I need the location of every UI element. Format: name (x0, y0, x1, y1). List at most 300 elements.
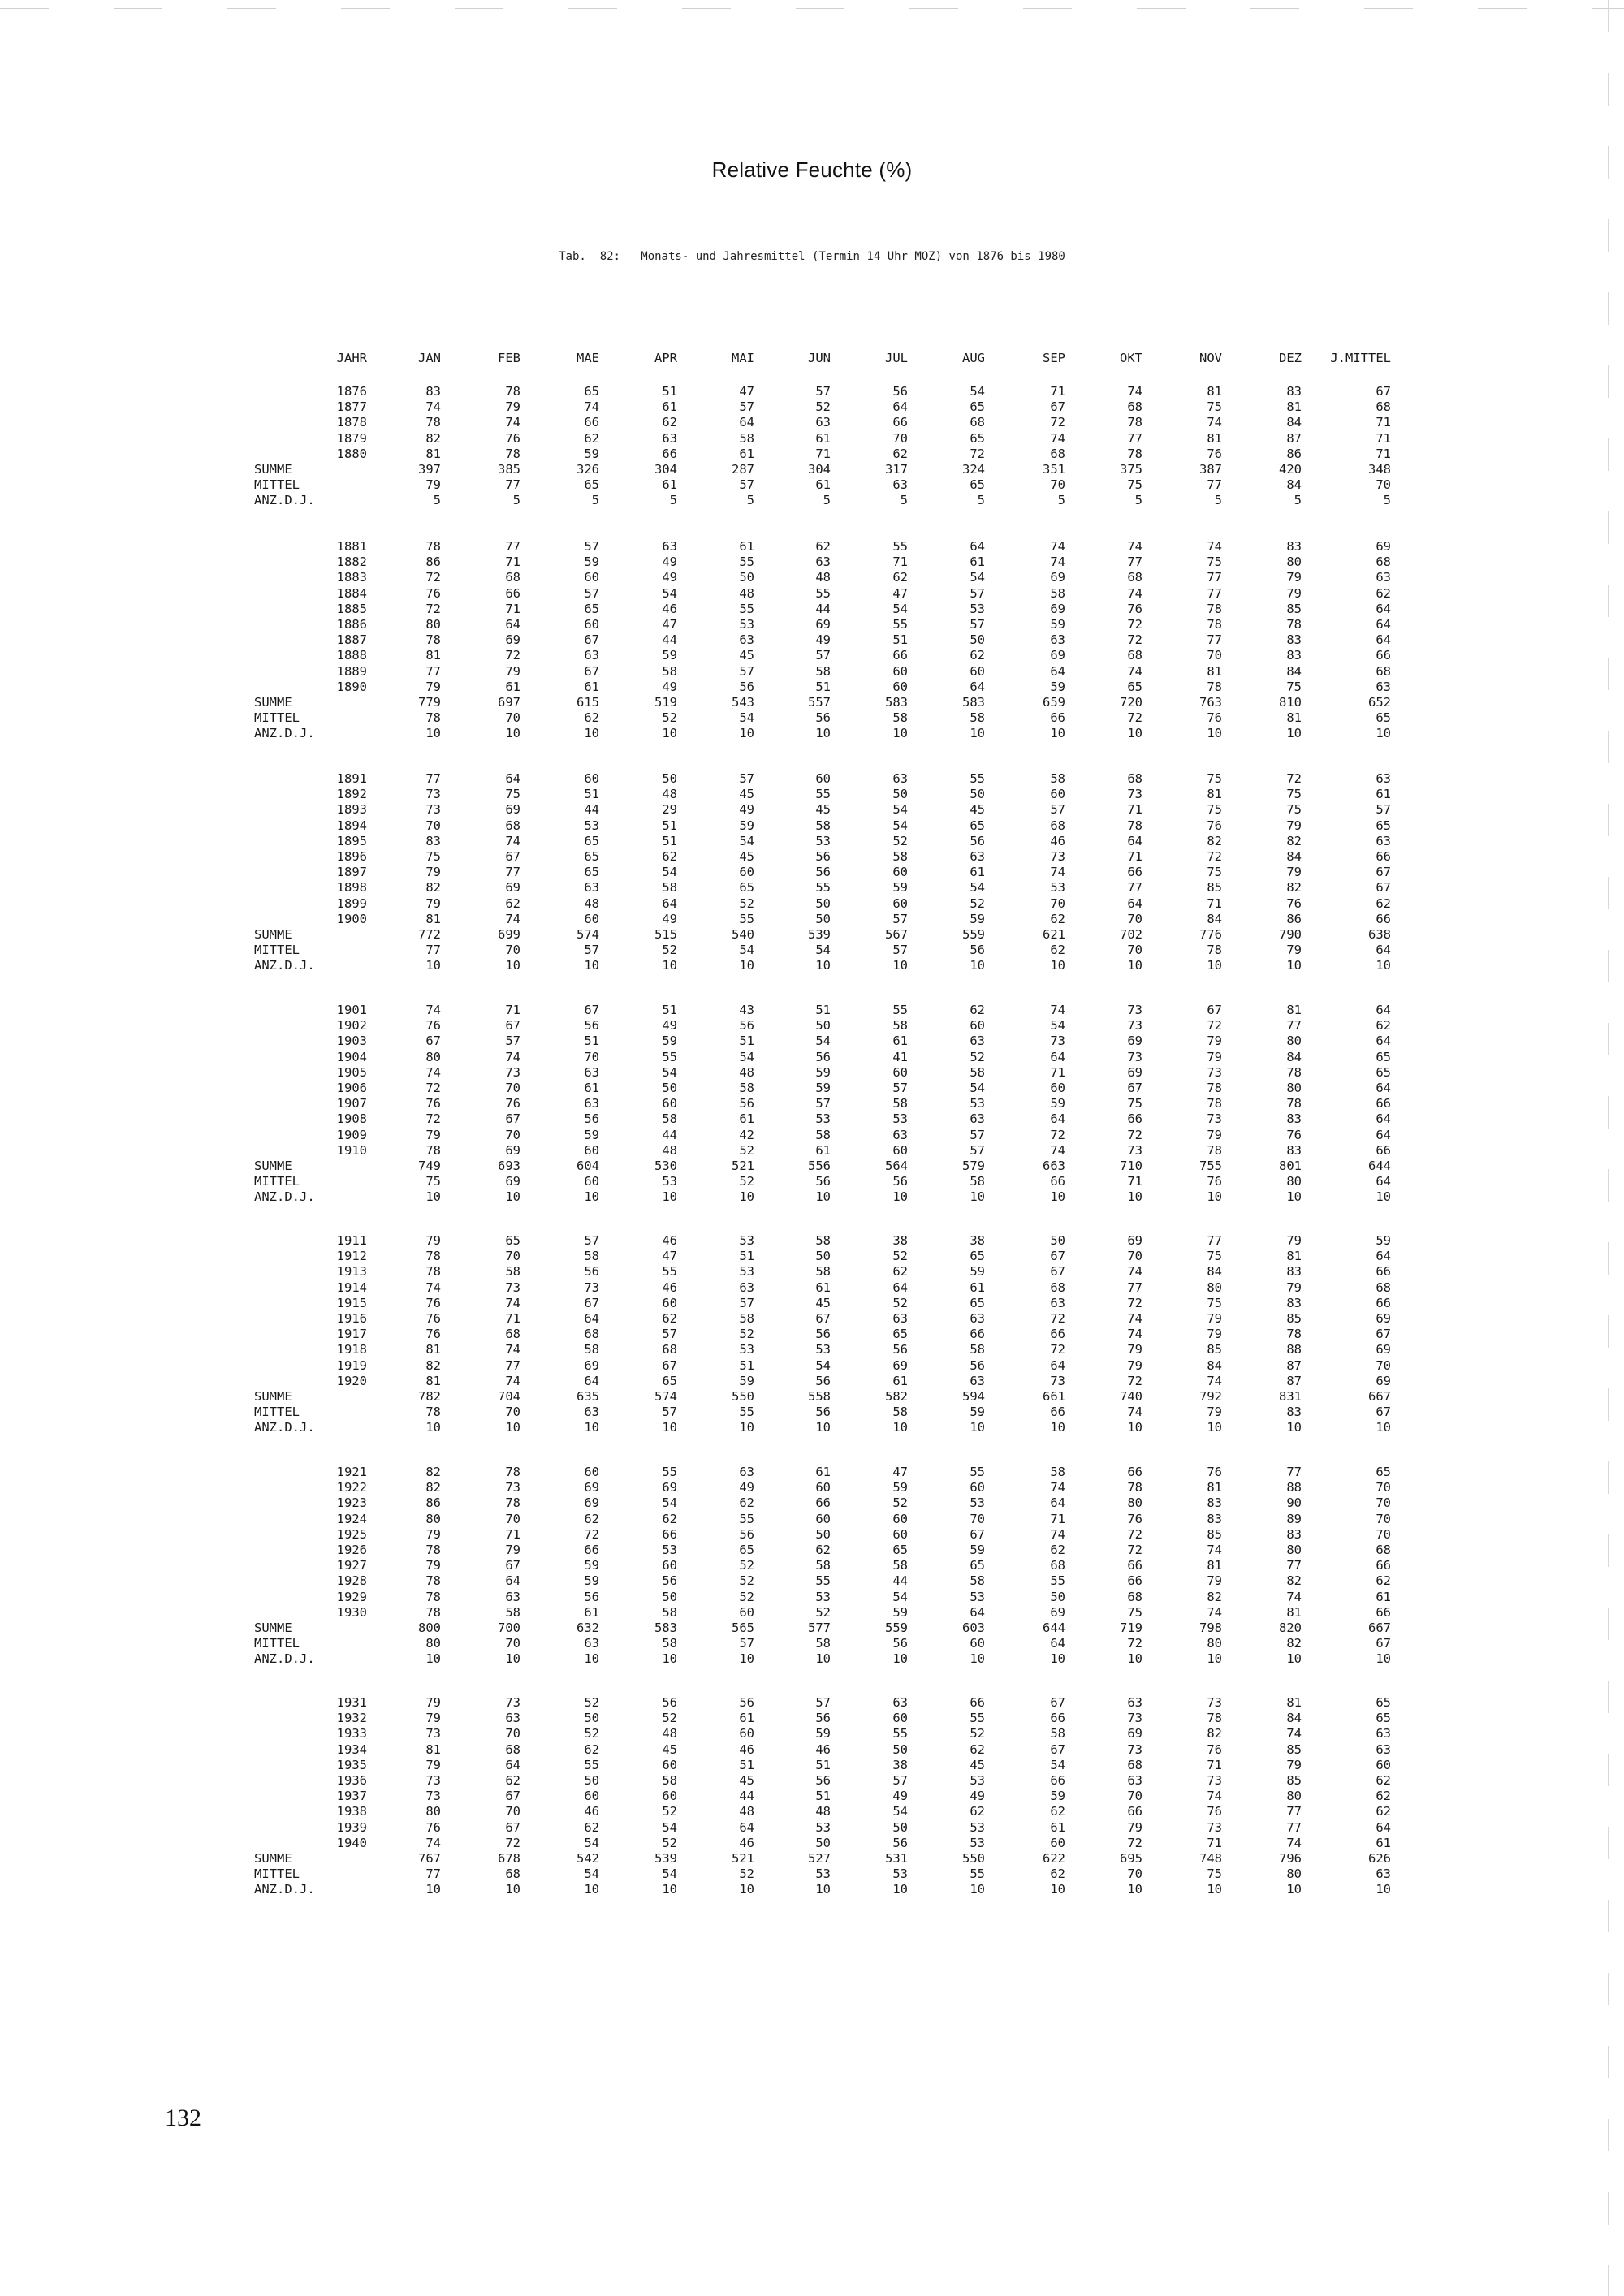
summe-row-label: SUMME (254, 695, 292, 710)
value-cell: 60 (970, 663, 985, 679)
summe-row-value: 420 (1279, 462, 1302, 477)
value-cell: 83 (1286, 1264, 1302, 1280)
value-cell: 79 (505, 1543, 520, 1557)
anz-row-value: 10 (739, 1189, 754, 1205)
value-cell: 60 (584, 1789, 599, 1804)
value-cell: 54 (892, 818, 908, 833)
value-cell: 63 (584, 880, 599, 896)
value-cell: 50 (815, 1249, 831, 1264)
value-cell: 75 (1207, 802, 1222, 818)
value-cell: 50 (662, 1081, 677, 1095)
summe-row-value: 798 (1199, 1621, 1222, 1635)
summe-row-value: 557 (808, 695, 831, 710)
value-cell: 54 (815, 1034, 831, 1049)
mittel-row-value: 68 (505, 1867, 520, 1882)
summe-row-value: 348 (1368, 462, 1391, 477)
value-cell: 59 (739, 1373, 754, 1388)
value-cell: 55 (815, 880, 831, 896)
summe-row-value: 565 (732, 1621, 754, 1635)
value-cell: 74 (1050, 539, 1065, 554)
summe-row-value: 767 (418, 1851, 441, 1866)
value-cell: 78 (425, 1264, 441, 1280)
value-cell: 60 (662, 1789, 677, 1804)
value-cell: 61 (584, 679, 599, 694)
summe-row-value: 397 (418, 462, 441, 477)
summe-row-value: 539 (808, 927, 831, 942)
year-cell: 1911 (336, 1233, 367, 1248)
value-cell: 69 (1127, 1233, 1142, 1248)
value-cell: 49 (892, 1789, 908, 1804)
value-cell: 51 (739, 1249, 754, 1264)
value-cell: 81 (425, 1741, 441, 1757)
value-cell: 48 (662, 1142, 677, 1158)
mittel-row-value: 70 (1127, 1867, 1142, 1882)
value-cell: 50 (892, 1819, 908, 1835)
value-cell: 65 (1376, 1064, 1391, 1080)
summe-row-value: 542 (577, 1851, 599, 1866)
value-cell: 60 (815, 1511, 831, 1526)
mittel-row-value: 52 (739, 1174, 754, 1189)
value-cell: 38 (970, 1233, 985, 1248)
value-cell: 73 (505, 1480, 520, 1495)
value-cell: 72 (1127, 1127, 1142, 1142)
anz-row-value: 10 (1376, 726, 1391, 741)
summe-row-value: 324 (962, 462, 985, 477)
value-cell: 63 (970, 1111, 985, 1127)
value-cell: 61 (815, 1280, 831, 1295)
value-cell: 59 (892, 1604, 908, 1620)
value-cell: 78 (505, 446, 520, 461)
mittel-row-value: 54 (662, 1867, 677, 1882)
value-cell: 59 (970, 1543, 985, 1557)
value-cell: 78 (425, 1604, 441, 1620)
value-cell: 47 (892, 1465, 908, 1479)
value-cell: 76 (425, 1819, 441, 1835)
value-cell: 58 (815, 1127, 831, 1142)
value-cell: 63 (1050, 632, 1065, 648)
value-cell: 46 (739, 1741, 754, 1757)
value-cell: 69 (505, 632, 520, 648)
summe-row-value: 621 (1043, 927, 1065, 942)
value-cell: 58 (584, 1249, 599, 1264)
summe-row-label: SUMME (254, 1851, 292, 1866)
value-cell: 54 (662, 865, 677, 880)
mittel-row-value: 75 (425, 1174, 441, 1189)
value-cell: 75 (425, 849, 441, 864)
value-cell: 77 (505, 1357, 520, 1373)
value-cell: 56 (815, 1049, 831, 1064)
year-cell: 1905 (336, 1064, 367, 1080)
mittel-row-value: 59 (970, 1405, 985, 1420)
value-cell: 74 (1207, 1604, 1222, 1620)
value-cell: 65 (584, 865, 599, 880)
value-cell: 77 (1207, 632, 1222, 648)
value-cell: 51 (662, 1003, 677, 1017)
value-cell: 74 (1127, 384, 1142, 399)
value-cell: 79 (425, 865, 441, 880)
anz-row-value: 10 (815, 1882, 831, 1897)
year-cell: 1892 (336, 787, 367, 802)
anz-row-value: 5 (977, 493, 985, 508)
value-cell: 82 (1207, 833, 1222, 848)
value-cell: 73 (425, 1789, 441, 1804)
value-cell: 81 (1286, 399, 1302, 415)
value-cell: 59 (1376, 1233, 1391, 1248)
value-cell: 79 (505, 399, 520, 415)
value-cell: 84 (1286, 1711, 1302, 1726)
value-cell: 79 (1127, 1819, 1142, 1835)
value-cell: 55 (815, 787, 831, 802)
value-cell: 63 (815, 415, 831, 430)
value-cell: 73 (1127, 787, 1142, 802)
anz-row-value: 10 (892, 1189, 908, 1205)
mittel-row-value: 60 (584, 1174, 599, 1189)
value-cell: 62 (815, 539, 831, 554)
value-cell: 62 (584, 1741, 599, 1757)
value-cell: 73 (1127, 1741, 1142, 1757)
value-cell: 64 (970, 679, 985, 694)
mittel-row-value: 58 (892, 1405, 908, 1420)
mittel-row-value: 58 (970, 710, 985, 726)
anz-row-value: 10 (1207, 1651, 1222, 1667)
anz-row-value: 5 (746, 493, 754, 508)
year-cell: 1921 (336, 1465, 367, 1479)
mittel-row-value: 63 (584, 1405, 599, 1420)
value-cell: 82 (425, 880, 441, 896)
value-cell: 66 (1376, 849, 1391, 864)
value-cell: 73 (1207, 1064, 1222, 1080)
value-cell: 57 (739, 771, 754, 786)
value-cell: 59 (739, 818, 754, 833)
mittel-row-value: 53 (815, 1867, 831, 1882)
value-cell: 48 (739, 1804, 754, 1819)
value-cell: 56 (970, 833, 985, 848)
value-cell: 69 (1376, 539, 1391, 554)
value-cell: 76 (1286, 896, 1302, 911)
value-cell: 59 (584, 555, 599, 570)
value-cell: 60 (1376, 1757, 1391, 1772)
mittel-row-label: MITTEL (254, 1867, 300, 1882)
value-cell: 63 (1376, 679, 1391, 694)
value-cell: 82 (425, 1465, 441, 1479)
mittel-row-value: 70 (505, 1636, 520, 1651)
value-cell: 51 (815, 1003, 831, 1017)
value-cell: 78 (1286, 617, 1302, 632)
value-cell: 60 (584, 771, 599, 786)
summe-row-value: 574 (577, 927, 599, 942)
value-cell: 73 (584, 1280, 599, 1295)
value-cell: 83 (1286, 1526, 1302, 1542)
value-cell: 59 (1050, 617, 1065, 632)
value-cell: 71 (1207, 1757, 1222, 1772)
anz-row-value: 5 (433, 493, 441, 508)
value-cell: 84 (1286, 663, 1302, 679)
anz-row-value: 10 (584, 958, 599, 973)
value-cell: 58 (662, 1773, 677, 1788)
year-cell: 1882 (336, 555, 367, 570)
value-cell: 81 (425, 648, 441, 663)
value-cell: 59 (584, 1558, 599, 1573)
value-cell: 71 (1127, 802, 1142, 818)
year-cell: 1899 (336, 896, 367, 911)
mittel-row-value: 62 (1050, 943, 1065, 958)
value-cell: 55 (892, 1726, 908, 1741)
anz-row-label: ANZ.D.J. (254, 1189, 315, 1205)
value-cell: 48 (662, 787, 677, 802)
value-cell: 70 (1376, 1357, 1391, 1373)
mittel-row-value: 57 (739, 1636, 754, 1651)
value-cell: 50 (1050, 1233, 1065, 1248)
value-cell: 52 (584, 1695, 599, 1710)
value-cell: 68 (1050, 446, 1065, 461)
value-cell: 76 (425, 1018, 441, 1034)
mittel-row-value: 57 (662, 1405, 677, 1420)
value-cell: 54 (892, 802, 908, 818)
value-cell: 77 (1127, 555, 1142, 570)
value-cell: 85 (1207, 1526, 1222, 1542)
value-cell: 48 (815, 1804, 831, 1819)
value-cell: 75 (1286, 787, 1302, 802)
anz-row-value: 10 (662, 1651, 677, 1667)
value-cell: 56 (739, 1018, 754, 1034)
mittel-row-value: 70 (1127, 943, 1142, 958)
mittel-row-label: MITTEL (254, 1636, 300, 1651)
value-cell: 60 (892, 1526, 908, 1542)
mittel-row-value: 79 (1286, 943, 1302, 958)
value-cell: 51 (815, 1757, 831, 1772)
value-cell: 73 (1207, 1819, 1222, 1835)
mittel-row-value: 52 (739, 1867, 754, 1882)
value-cell: 63 (739, 632, 754, 648)
value-cell: 62 (970, 1741, 985, 1757)
value-cell: 77 (505, 865, 520, 880)
value-cell: 85 (1207, 880, 1222, 896)
summe-row-value: 556 (808, 1159, 831, 1173)
table-caption: Tab. 82: Monats- und Jahresmittel (Termin 14 Uhr MOZ) von 1876 bis 1980 (559, 250, 1065, 263)
value-cell: 59 (662, 1034, 677, 1049)
value-cell: 58 (662, 1111, 677, 1127)
value-cell: 62 (662, 1311, 677, 1326)
summe-row-value: 820 (1279, 1621, 1302, 1635)
value-cell: 47 (662, 1249, 677, 1264)
value-cell: 63 (505, 1589, 520, 1604)
value-cell: 57 (584, 585, 599, 601)
value-cell: 87 (1286, 430, 1302, 446)
value-cell: 69 (1050, 648, 1065, 663)
value-cell: 84 (1207, 1357, 1222, 1373)
value-cell: 67 (505, 1018, 520, 1034)
value-cell: 81 (1286, 1604, 1302, 1620)
value-cell: 86 (1286, 446, 1302, 461)
value-cell: 62 (1050, 911, 1065, 926)
value-cell: 90 (1286, 1495, 1302, 1511)
value-cell: 76 (425, 1295, 441, 1310)
mittel-row-value: 52 (662, 943, 677, 958)
year-cell: 1894 (336, 818, 367, 833)
value-cell: 73 (1050, 849, 1065, 864)
value-cell: 81 (425, 911, 441, 926)
value-cell: 66 (1127, 1573, 1142, 1589)
value-cell: 76 (1207, 1465, 1222, 1479)
anz-row-value: 5 (1383, 493, 1391, 508)
value-cell: 50 (815, 1526, 831, 1542)
mittel-row-value: 65 (970, 477, 985, 493)
value-cell: 50 (970, 787, 985, 802)
value-cell: 58 (892, 849, 908, 864)
value-cell: 80 (425, 1804, 441, 1819)
value-cell: 54 (662, 1819, 677, 1835)
value-cell: 66 (584, 415, 599, 430)
anz-row-value: 10 (1286, 1882, 1302, 1897)
column-header-nov: NOV (1199, 351, 1222, 365)
mittel-row-value: 67 (1376, 1636, 1391, 1651)
value-cell: 81 (425, 1342, 441, 1357)
value-cell: 44 (815, 601, 831, 616)
value-cell: 66 (1376, 1142, 1391, 1158)
value-cell: 49 (662, 911, 677, 926)
value-cell: 64 (1376, 1111, 1391, 1127)
value-cell: 71 (1127, 849, 1142, 864)
value-cell: 56 (739, 1096, 754, 1111)
value-cell: 69 (1376, 1311, 1391, 1326)
summe-row-value: 792 (1199, 1389, 1222, 1404)
value-cell: 72 (1127, 1835, 1142, 1850)
value-cell: 66 (584, 1543, 599, 1557)
value-cell: 58 (662, 880, 677, 896)
value-cell: 67 (584, 663, 599, 679)
value-cell: 79 (1286, 865, 1302, 880)
anz-row-value: 10 (1376, 1420, 1391, 1435)
value-cell: 59 (970, 911, 985, 926)
mittel-row-value: 53 (892, 1867, 908, 1882)
value-cell: 70 (505, 1804, 520, 1819)
year-cell: 1906 (336, 1081, 367, 1095)
value-cell: 79 (425, 1711, 441, 1726)
value-cell: 87 (1286, 1357, 1302, 1373)
value-cell: 38 (892, 1757, 908, 1772)
mittel-row-value: 72 (1127, 1636, 1142, 1651)
value-cell: 60 (1050, 1081, 1065, 1095)
mittel-row-value: 66 (1050, 1174, 1065, 1189)
value-cell: 64 (1050, 1111, 1065, 1127)
value-cell: 78 (1207, 1711, 1222, 1726)
year-cell: 1932 (336, 1711, 367, 1726)
value-cell: 71 (1376, 415, 1391, 430)
value-cell: 45 (739, 849, 754, 864)
value-cell: 61 (1050, 1819, 1065, 1835)
anz-row-value: 5 (1294, 493, 1302, 508)
value-cell: 74 (1127, 1264, 1142, 1280)
anz-row-value: 10 (1207, 1189, 1222, 1205)
anz-row-value: 5 (591, 493, 599, 508)
mittel-row-label: MITTEL (254, 1405, 300, 1420)
value-cell: 81 (1207, 1558, 1222, 1573)
anz-row-value: 10 (662, 1882, 677, 1897)
value-cell: 81 (1207, 384, 1222, 399)
value-cell: 74 (1050, 430, 1065, 446)
value-cell: 56 (584, 1111, 599, 1127)
value-cell: 53 (970, 1819, 985, 1835)
value-cell: 56 (892, 1835, 908, 1850)
column-header-sep: SEP (1043, 351, 1065, 365)
value-cell: 64 (1376, 1819, 1391, 1835)
summe-row-value: 782 (418, 1389, 441, 1404)
value-cell: 69 (584, 1357, 599, 1373)
value-cell: 69 (505, 880, 520, 896)
value-cell: 69 (584, 1495, 599, 1511)
anz-row-value: 10 (584, 1420, 599, 1435)
value-cell: 64 (739, 1819, 754, 1835)
year-cell: 1919 (336, 1357, 367, 1373)
value-cell: 67 (505, 849, 520, 864)
summe-row-value: 594 (962, 1389, 985, 1404)
value-cell: 65 (739, 1543, 754, 1557)
value-cell: 68 (1050, 1558, 1065, 1573)
value-cell: 62 (1376, 1573, 1391, 1589)
summe-row-label: SUMME (254, 1159, 292, 1173)
year-cell: 1883 (336, 570, 367, 585)
value-cell: 74 (1127, 1311, 1142, 1326)
mittel-row-value: 56 (892, 1174, 908, 1189)
value-cell: 62 (662, 849, 677, 864)
value-cell: 66 (1376, 1604, 1391, 1620)
value-cell: 52 (970, 1726, 985, 1741)
value-cell: 70 (505, 1081, 520, 1095)
value-cell: 77 (1286, 1819, 1302, 1835)
value-cell: 75 (1207, 771, 1222, 786)
value-cell: 73 (1207, 1773, 1222, 1788)
value-cell: 61 (1376, 787, 1391, 802)
value-cell: 69 (1050, 570, 1065, 585)
value-cell: 77 (1286, 1465, 1302, 1479)
value-cell: 83 (425, 384, 441, 399)
value-cell: 67 (1050, 1264, 1065, 1280)
value-cell: 52 (892, 1249, 908, 1264)
value-cell: 78 (505, 384, 520, 399)
anz-row-value: 5 (823, 493, 831, 508)
value-cell: 64 (505, 1757, 520, 1772)
value-cell: 53 (1050, 880, 1065, 896)
value-cell: 60 (892, 1711, 908, 1726)
summe-row-value: 699 (498, 927, 520, 942)
value-cell: 65 (1376, 1465, 1391, 1479)
anz-row-value: 10 (892, 726, 908, 741)
value-cell: 67 (1207, 1003, 1222, 1017)
anz-row-value: 10 (815, 958, 831, 973)
mittel-row-value: 56 (815, 1174, 831, 1189)
value-cell: 50 (739, 570, 754, 585)
value-cell: 79 (1286, 1280, 1302, 1295)
value-cell: 71 (1207, 1835, 1222, 1850)
mittel-row-value: 58 (970, 1174, 985, 1189)
value-cell: 65 (584, 849, 599, 864)
summe-row-value: 700 (498, 1621, 520, 1635)
value-cell: 74 (505, 415, 520, 430)
mittel-row-value: 78 (1207, 943, 1222, 958)
value-cell: 48 (739, 1064, 754, 1080)
value-cell: 65 (584, 833, 599, 848)
value-cell: 60 (892, 1142, 908, 1158)
value-cell: 69 (584, 1480, 599, 1495)
value-cell: 66 (1376, 1096, 1391, 1111)
anz-row-value: 10 (970, 1882, 985, 1897)
value-cell: 58 (662, 663, 677, 679)
value-cell: 64 (1376, 1081, 1391, 1095)
value-cell: 62 (505, 1773, 520, 1788)
summe-row-value: 574 (654, 1389, 677, 1404)
mittel-row-label: MITTEL (254, 1174, 300, 1189)
value-cell: 57 (739, 663, 754, 679)
